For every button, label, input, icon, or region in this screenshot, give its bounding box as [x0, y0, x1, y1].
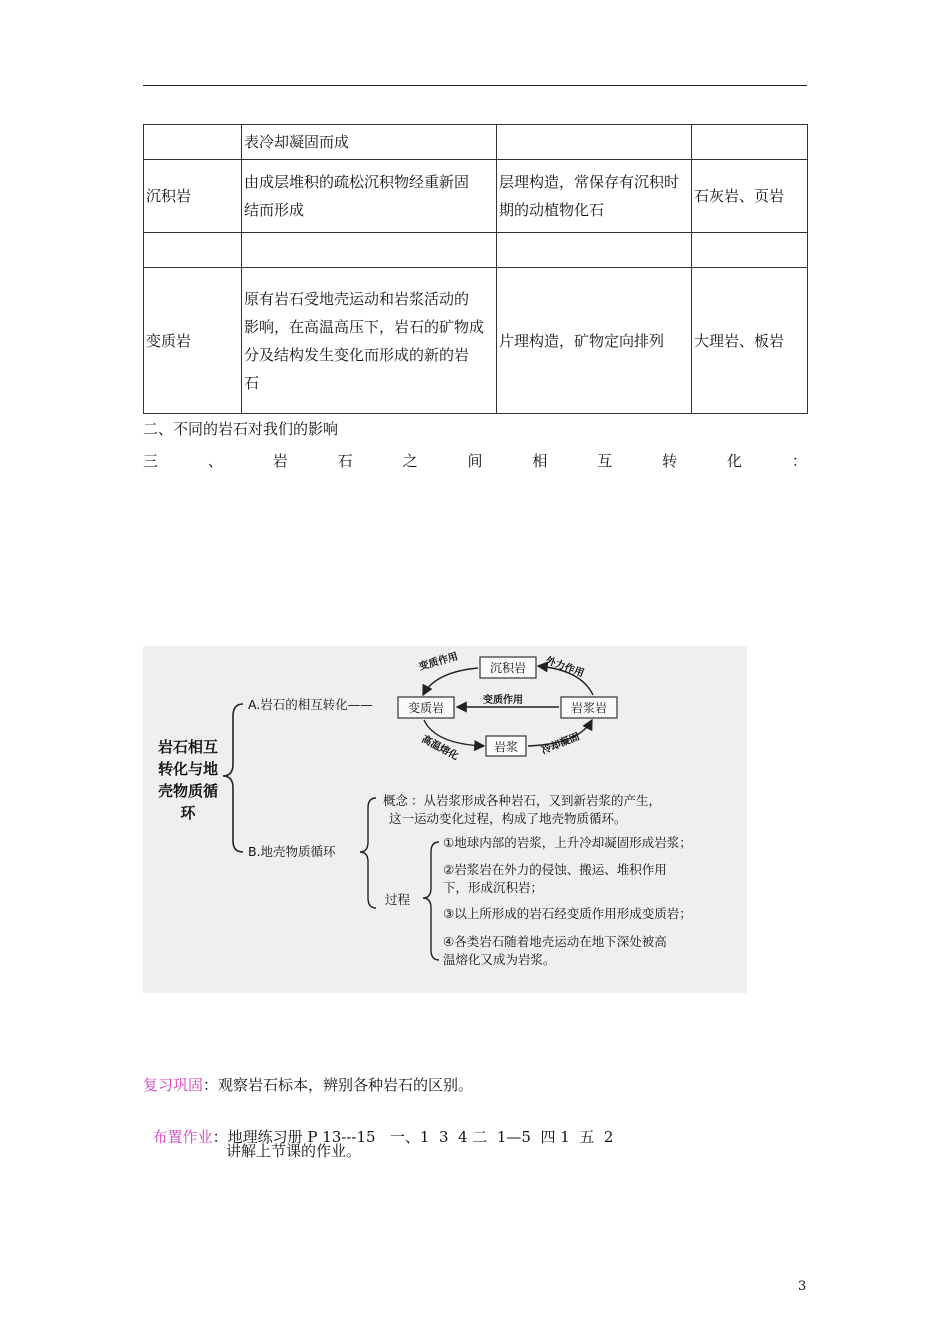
feature-cell: 片理构造，矿物定向排列 [497, 268, 692, 414]
arrow-sed-to-meta [423, 668, 478, 695]
concept-line-1: ：从岩浆形成各种岩石，又到新岩浆的产生， [411, 793, 662, 808]
label-middle: 变质作用 [483, 695, 523, 706]
label-top-left: 变质作用 [417, 651, 460, 673]
process-item-3: ③以上所形成的岩石经变质作用形成变质岩； [443, 906, 692, 921]
diagram-canvas [143, 646, 747, 993]
examples-cell [692, 125, 808, 160]
brace-b [360, 798, 376, 908]
review-label: 复习巩固 [143, 1076, 204, 1094]
examples-cell: 石灰岩、页岩 [692, 160, 808, 233]
formation-cell: 原有岩石受地壳运动和岩浆活动的 影响，在高温高压下，岩石的矿物成 分及结构发生变化而形成的新的岩 石 [242, 268, 497, 414]
feature-cell: 层理构造，常保存有沉积时 期的动植物化石 [497, 160, 692, 233]
homework-label: 布置作业 [152, 1128, 213, 1146]
root-line-1: 岩石相互 [157, 738, 219, 756]
brace-process [423, 842, 439, 960]
node-sedimentary: 沉积岩 [489, 661, 527, 675]
formation-cell [242, 233, 497, 268]
process-item-1: ①地球内部的岩浆，上升冷却凝固形成岩浆； [443, 835, 692, 850]
label-bottom-left: 高温熔化 [419, 733, 461, 763]
rock-table [143, 124, 808, 414]
node-igneous: 岩浆岩 [570, 701, 608, 715]
table-row [144, 268, 808, 414]
node-magma: 岩浆 [493, 740, 519, 754]
feature-cell [497, 233, 692, 268]
process-item-2-line-2: 下，形成沉积岩； [443, 880, 544, 895]
homework-line [143, 1108, 613, 1147]
rock-name-cell: 变质岩 [144, 268, 242, 414]
review-text: ：观察岩石标本，辨别各种岩石的区别。 [203, 1076, 474, 1094]
concept-label: 概念 [383, 793, 409, 808]
root-line-4: 环 [180, 804, 196, 822]
concept-line-2: 这一运动变化过程，构成了地壳物质循环。 [389, 811, 627, 826]
review-line [143, 1074, 473, 1095]
label-top-right: 外力作用 [543, 655, 586, 680]
branch-b-label: B.地壳物质循环 [248, 844, 336, 859]
section-2-heading: 二、不同的岩石对我们的影响 [143, 420, 339, 438]
table-row [144, 160, 808, 233]
examples-cell [692, 233, 808, 268]
label-bottom-right: 冷却凝固 [540, 731, 582, 757]
branch-a-label: A.岩石的相互转化—— [248, 697, 373, 712]
root-line-3: 壳物质循 [157, 782, 219, 800]
formation-cell: 表冷却凝固而成 [242, 125, 497, 160]
process-label: 过程 [385, 892, 411, 907]
homework-text: ：地理练习册 P 13---15 一、1 3 4 二 1—5 四 1 五 2 [212, 1128, 614, 1146]
header-rule [143, 85, 807, 86]
rock-name-cell: 沉积岩 [144, 160, 242, 233]
rock-name-cell [144, 125, 242, 160]
section-3-heading: 三 、 岩 石 之 间 相 互 转 化 ： [143, 452, 807, 470]
process-item-4-line-1: ④各类岩石随着地壳运动在地下深处被高 [443, 934, 667, 949]
main-brace [223, 704, 243, 852]
node-metamorphic: 变质岩 [407, 701, 445, 715]
table-row [144, 125, 808, 160]
process-item-4-line-2: 温熔化又成为岩浆。 [443, 952, 556, 967]
rock-cycle-diagram [143, 646, 747, 993]
table-row [144, 233, 808, 268]
page-number: 3 [798, 1279, 807, 1294]
homework-line-2: 讲解上节课的作业。 [226, 1142, 362, 1160]
root-line-2: 转化与地 [157, 760, 219, 778]
examples-cell: 大理岩、板岩 [692, 268, 808, 414]
formation-cell: 由成层堆积的疏松沉积物经重新固 结而形成 [242, 160, 497, 233]
rock-name-cell [144, 233, 242, 268]
feature-cell [497, 125, 692, 160]
process-item-2-line-1: ②岩浆岩在外力的侵蚀、搬运、堆积作用 [443, 862, 667, 877]
